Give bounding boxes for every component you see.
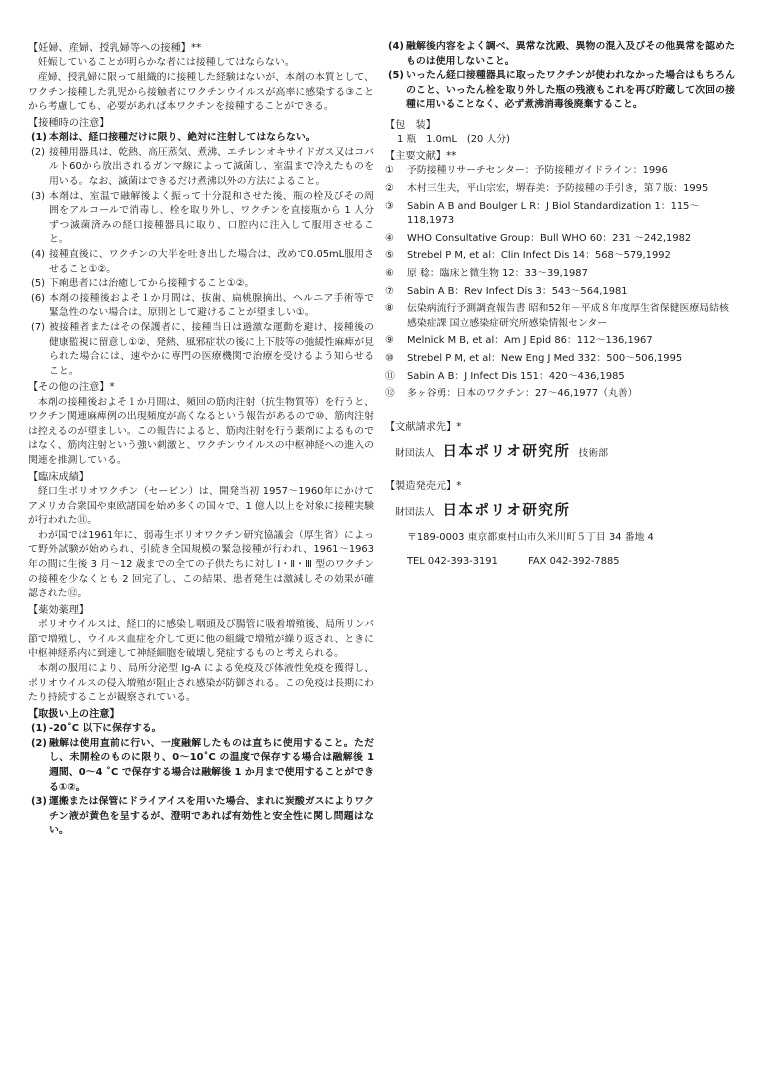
reference-item: ① 予防接種リサーチセンター：予防接種ガイドライン：1996	[385, 165, 668, 177]
manufacturer-contact	[407, 555, 735, 570]
pharmacology-paragraph-1: ポリオウイルスは、経口的に感染し咽頭及び腸管に吸着増殖後、局所リンパ節で増殖し、ウイルス血症を介して更に他の組織で増殖が繰り返され、ときに中枢神経系内に到達して神経細胞を破壊し発症するものと考えられる。	[28, 619, 374, 660]
section-manufacturer	[385, 479, 735, 570]
reference-item: ⑥ 原 稔：臨床と微生物 12：33～39,1987	[385, 267, 588, 279]
reference-item: ⑤ Strebel P M, et al：Clin Infect Dis 14：568～579,1992	[385, 250, 671, 262]
list-item: (5) いったん経口接種器具に取ったワクチンが使われなかった場合はもちろんのこと、いったん栓を取り外した瓶の残液もこれを再び貯蔵して次回の接種に用いることなく、必ず煮沸消毒後廃棄すること。	[388, 70, 735, 111]
section-title-administration: 【接種時の注意】	[28, 117, 110, 129]
section-handling	[28, 707, 374, 839]
section-clinical-results	[28, 470, 374, 602]
handling-list-continued	[385, 40, 735, 113]
clinical-paragraph-1: 経口生ポリオワクチン（セービン）は、開発当初 1957～1960年にかけてアメリカ合衆国や東欧諸国を始め多くの国々で、1 億人以上を対象に接種実験が行われた⑪。	[28, 486, 374, 527]
list-item: (7) 被接種者またはその保護者に、接種当日は過激な運動を避け、接種後の健康監視に留意し①②、発熱、風邪症状の後に上下肢等の弛緩性麻痺が見られた場合には、速やかに専門の医療機関で治療を受けるよう知らせること。	[31, 321, 374, 377]
list-item: (3) 本剤は、室温で融解後よく振って十分混和させた後、瓶の栓及びその周囲をアルコールで消毒し、栓を取り外し、ワクチンを直接瓶から 1 人分ずつ滅菌済みの経口接種器具に取り、口腔内に注入して服用させること。	[31, 190, 374, 246]
list-item: (2) 融解は使用直前に行い、一度融解したものは直ちに使用すること。ただし、未開栓のものに限り、0～10˚C の温度で保存する場合は融解後 1 週間、0～4 ˚C で保存する場合は融解後 1 か月まで使用することができる①②。	[31, 737, 374, 793]
section-pharmacology	[28, 603, 374, 706]
section-request	[385, 420, 735, 462]
organization-name: 日本ポリオ研究所	[442, 444, 571, 461]
other-paragraph: 本剤の接種後およそ１か月間は、頻回の筋肉注射（抗生物質等）を行うと、ワクチン関連麻痺例の出現頻度が高くなるという報告があるので⑩、筋肉注射は控えるのが望ましい。この報告によると、筋肉注射を行う薬剤によるものではなく、筋肉注射という強い刺激と、ワクチンウイルスの中枢神経への進入の関連を推測している。	[28, 396, 374, 467]
section-title-other: 【その他の注意】*	[28, 382, 115, 394]
request-institution	[385, 445, 735, 462]
section-other-notes	[28, 380, 374, 468]
manufacturer-institution	[385, 504, 735, 521]
section-title-request: 【文献請求先】*	[385, 421, 462, 433]
telephone-number: TEL 042-393-3191	[407, 556, 498, 568]
reference-item: ⑨ Melnick M B, et al：Am J Epid 86：112～136,1967	[385, 335, 653, 347]
list-item: (4) 接種直後に、ワクチンの大半を吐き出した場合は、改めて0.05mL服用させること①②。	[31, 248, 374, 275]
section-title-package: 【包 装】	[385, 119, 436, 131]
list-item: (2) 接種用器具は、乾熱、高圧蒸気、煮沸、エチレンオキサイドガス又はコバルト60から放出されるガンマ線によって滅菌し、室温まで冷えたものを用いる。なお、滅菌はできるだけ煮沸以外の方法によること。	[31, 146, 374, 187]
foundation-label: 財団法人	[395, 448, 435, 460]
reference-item: ③ Sabin A B and Boulger L R：J Biol Standardization 1：115～118,1973	[385, 200, 700, 227]
pregnancy-paragraph-1: 妊娠していることが明らかな者には接種してはならない。	[37, 57, 295, 69]
reference-item: ⑩ Strebel P M, et al：New Eng J Med 332：500～506,1995	[385, 352, 683, 364]
left-column	[28, 40, 374, 839]
pregnancy-paragraph-2: 産婦、授乳婦に限って組織的に接種した経験はないが、本剤の本質として、ワクチン接種した乳児から接触者にワクチンウイルスが高率に感染する③ことから考慮しても、必要があれば本ワクチンを接種することができる。	[28, 72, 374, 113]
fax-number: FAX 042-392-7885	[528, 556, 620, 568]
list-item: (5) 下痢患者には治癒してから接種すること①②。	[31, 278, 255, 290]
reference-item: ⑦ Sabin A B：Rev Infect Dis 3：543～564,1981	[385, 285, 628, 297]
list-item: (1) -20˚C 以下に保存する。	[31, 723, 162, 735]
clinical-paragraph-2: わが国では1961年に、弱毒生ポリオワクチン研究協議会（厚生省）によって野外試験が始められ、引続き全国規模の緊急接種が行われ、1961～1963 年の間に生後 3 月～12 歳までの全ての子供たちに対し Ⅰ・Ⅱ・Ⅲ 型のワクチンの接種を少なくとも 2 回完了し、この結果、患者発生は激減しその効果が確認された⑫。	[28, 529, 374, 600]
reference-list	[385, 164, 735, 401]
reference-item: ⑧ 伝染病流行予測調査報告書 昭和52年－平成８年度厚生省保健医療局結核感染症課 国立感染症研究所感染情報センター	[385, 303, 729, 329]
department-name: 技術部	[578, 448, 609, 460]
section-title-pregnancy: 【妊婦、産婦、授乳婦等への接種】**	[28, 43, 202, 54]
foundation-label: 財団法人	[395, 507, 435, 519]
handling-list	[28, 722, 374, 839]
list-item: (6) 本剤の接種後およそ１か月間は、抜歯、扁桃腺摘出、ヘルニア手術等で緊急性のない場合は、原則として避けることが望ましい①。	[31, 292, 374, 319]
section-title-manufacturer: 【製造発売元】*	[385, 480, 462, 492]
section-pregnancy	[28, 41, 374, 115]
section-administration-notes	[28, 116, 374, 380]
right-column	[385, 40, 735, 570]
section-title-clinical: 【臨床成績】	[28, 471, 90, 483]
reference-item: ⑪ Sabin A B：J Infect Dis 151：420～436,1985	[385, 370, 625, 382]
section-package	[385, 118, 735, 148]
section-references	[385, 149, 735, 402]
list-item: (1) 本剤は、経口接種だけに限り、絶対に注射してはならない。	[31, 132, 316, 144]
section-title-pharmacology: 【薬効薬理】	[28, 604, 90, 616]
organization-name: 日本ポリオ研究所	[442, 503, 571, 520]
list-item: (3) 運搬または保管にドライアイスを用いた場合、まれに炭酸ガスによりワクチン液が黄色を呈するが、澄明であれば有効性と安全性に関し問題はない。	[31, 796, 374, 837]
reference-item: ⑫ 多ヶ谷勇：日本のワクチン：27～46,1977（丸善）	[385, 388, 638, 400]
reference-item: ② 木村三生夫，平山宗宏，堺春美：予防接種の手引き，第７版：1995	[385, 182, 709, 194]
pharmacology-paragraph-2: 本剤の服用により、局所分泌型 Ig-A による免疫及び体液性免疫を獲得し、ポリオウイルスの侵入増殖が阻止され感染が防御される。この免疫は長期にわたり持続することが観察されている。	[28, 663, 374, 704]
administration-list	[28, 131, 374, 379]
reference-item: ④ WHO Consultative Group：Bull WHO 60：231 ～242,1982	[385, 232, 692, 244]
package-text: 1 瓶 1.0mL (20 人分)	[397, 134, 511, 146]
section-title-handling: 【取扱い上の注意】	[28, 708, 120, 720]
list-item: (4) 融解後内容をよく調べ、異常な沈殿、異物の混入及びその他異常を認めたものは使用しないこと。	[388, 41, 735, 67]
manufacturer-address: 〒189-0003 東京都東村山市久米川町５丁目 34 番地 4	[407, 531, 654, 543]
section-title-references: 【主要文献】**	[385, 150, 457, 162]
